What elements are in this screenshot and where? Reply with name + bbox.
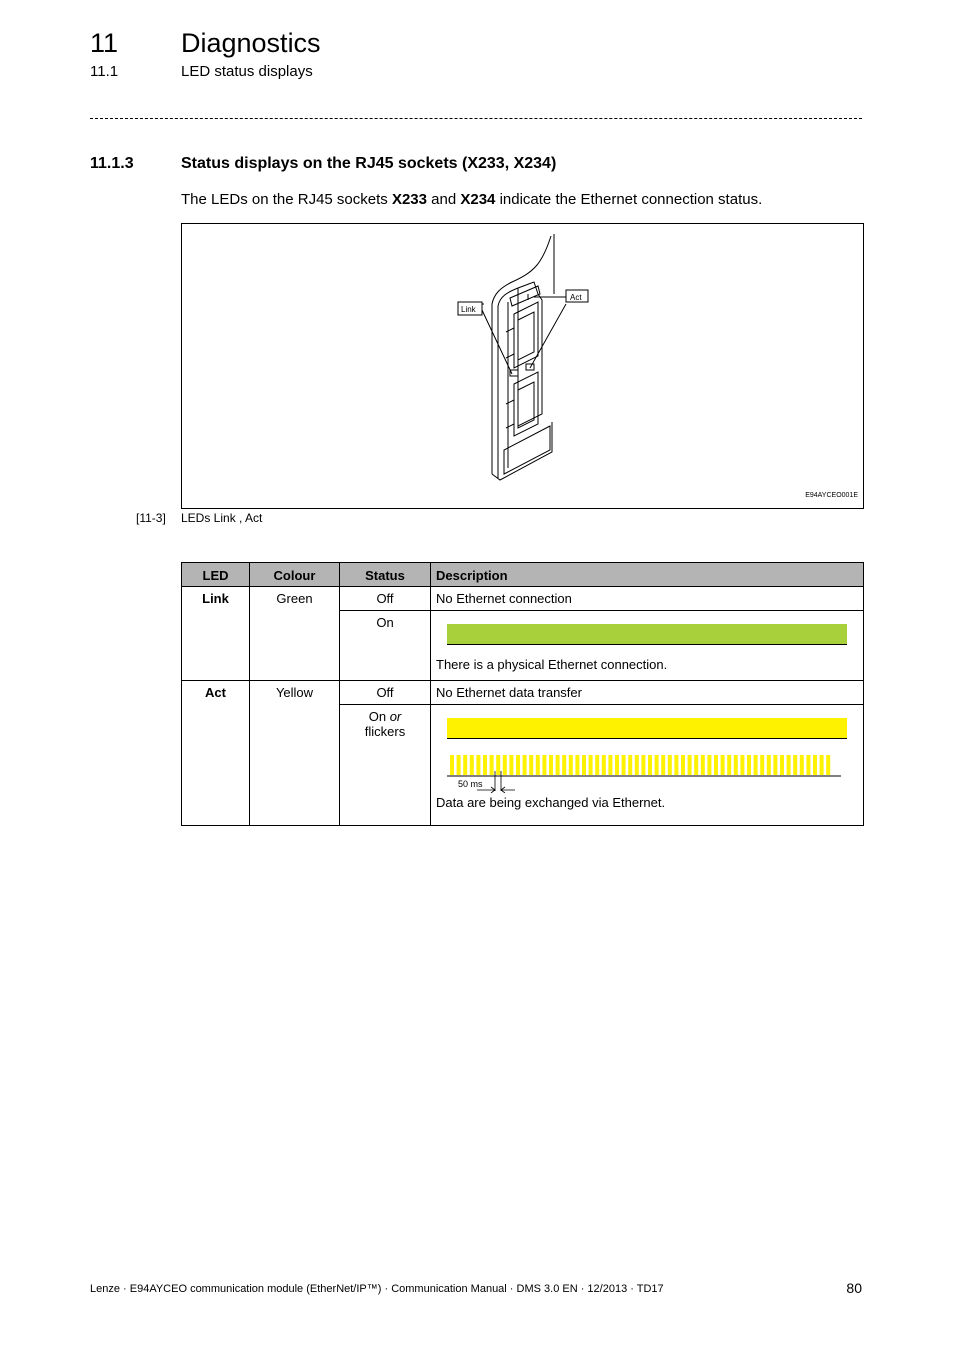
section-number: 11.1.3 [90,155,134,172]
figure-caption-number: [11-3] [136,511,166,525]
colour-green: Green [250,587,340,611]
flicker-pulse [721,755,725,775]
flicker-pulse [681,755,685,775]
header-divider [90,118,862,119]
flicker-pulse [747,755,751,775]
timing-arrows [477,787,515,793]
intro-text-before: The LEDs on the RJ45 sockets [181,191,392,208]
flicker-pulse [503,755,507,775]
flicker-pulse [767,755,771,775]
flicker-pulse [582,755,586,775]
led-act: Act [182,681,250,705]
flicker-pulse [516,755,520,775]
table-row [182,611,864,681]
flicker-pulse [806,755,810,775]
flicker-pulse [668,755,672,775]
table-row [182,705,864,826]
timing-label: 50 ms [458,779,483,789]
flicker-pulse [714,755,718,775]
flicker-pulse [457,755,461,775]
flicker-pulse [523,755,527,775]
footer-text: Lenze · E94AYCEO communication module (EtherNet/IP™) · Communication Manual · DMS 3.0 EN · 12/2013 · TD17 [90,1283,664,1295]
flicker-pulse [529,755,533,775]
flicker-pulse [661,755,665,775]
flicker-pulses [447,749,847,793]
status-act-on [340,705,431,826]
flicker-pulse [463,755,467,775]
status-act-on-text: On [368,709,387,724]
flicker-pulse [701,755,705,775]
flicker-pulse [496,755,500,775]
flicker-pulse [740,755,744,775]
green-on-bar [447,624,847,645]
flicker-pulse [760,755,764,775]
status-act-off: Off [340,681,431,705]
flicker-pulse [562,755,566,775]
desc-link-off: No Ethernet connection [431,587,864,611]
desc-act-off: No Ethernet data transfer [431,681,864,705]
link-label: Link [461,305,476,314]
flicker-pulse [800,755,804,775]
flicker-pulse [813,755,817,775]
status-link-on: On [340,611,431,681]
header-status: Status [340,563,431,587]
table-row [182,587,864,611]
flicker-pulse [754,755,758,775]
intro-x234: X234 [460,191,496,208]
table-header-row [182,563,864,587]
flicker-pulse [635,755,639,775]
flicker-pulse [694,755,698,775]
flicker-pulse [826,755,830,775]
yellow-on-bar [447,718,847,739]
led-link: Link [182,587,250,611]
flicker-pulse [542,755,546,775]
intro-paragraph [181,191,762,208]
flicker-pulse [589,755,593,775]
section-title: Status displays on the RJ45 sockets (X233, X234) [181,155,557,172]
status-act-or: or [389,709,402,724]
flicker-pulse [575,755,579,775]
desc-link-on: There is a physical Ethernet connection. [436,657,668,672]
figure-code: E94AYCEO001E [805,492,858,499]
figure-caption: LEDs Link , Act [181,511,263,525]
flicker-pulse [483,755,487,775]
flicker-pulse [648,755,652,775]
flicker-pulse [615,755,619,775]
flicker-pulse [655,755,659,775]
flicker-pulse [595,755,599,775]
intro-text-and: and [426,191,461,208]
table-row [182,681,864,705]
flicker-pulse [450,755,454,775]
flicker-pulse [470,755,474,775]
flicker-pulse [787,755,791,775]
flicker-pulse [628,755,632,775]
flicker-pulse [509,755,513,775]
flicker-pulse [773,755,777,775]
flicker-pulse [820,755,824,775]
flicker-pulse [490,755,494,775]
flicker-pulse [549,755,553,775]
page-number: 80 [846,1280,862,1296]
header-description: Description [431,563,864,587]
chapter-number: 11 [90,28,119,58]
led-status-table [181,562,864,826]
flicker-pulse [707,755,711,775]
rj45-socket-drawing [182,224,863,508]
flicker-pulse [569,755,573,775]
flicker-pulse [608,755,612,775]
colour-yellow: Yellow [250,681,340,705]
flicker-pulse [727,755,731,775]
subchapter-number: 11.1 [90,63,119,80]
intro-text-after: indicate the Ethernet connection status. [495,191,763,208]
header-led: LED [182,563,250,587]
desc-act-on: Data are being exchanged via Ethernet. [436,795,666,810]
header-colour: Colour [250,563,340,587]
flicker-pulse [780,755,784,775]
act-label: Act [570,293,582,302]
figure-rj45-leds [181,223,864,509]
flicker-diagram [447,749,852,793]
flicker-pulse [674,755,678,775]
flicker-pulse [641,755,645,775]
flicker-pulse [476,755,480,775]
flicker-pulse [602,755,606,775]
status-act-flickers: flickers [364,724,406,739]
subchapter-title: LED status displays [181,63,313,80]
flicker-pulse [793,755,797,775]
chapter-title: Diagnostics [181,28,321,58]
flicker-pulse [556,755,560,775]
flicker-pulse [536,755,540,775]
flicker-pulse [734,755,738,775]
status-link-off: Off [340,587,431,611]
intro-x233: X233 [391,191,427,208]
flicker-pulse [622,755,626,775]
flicker-pulse [688,755,692,775]
